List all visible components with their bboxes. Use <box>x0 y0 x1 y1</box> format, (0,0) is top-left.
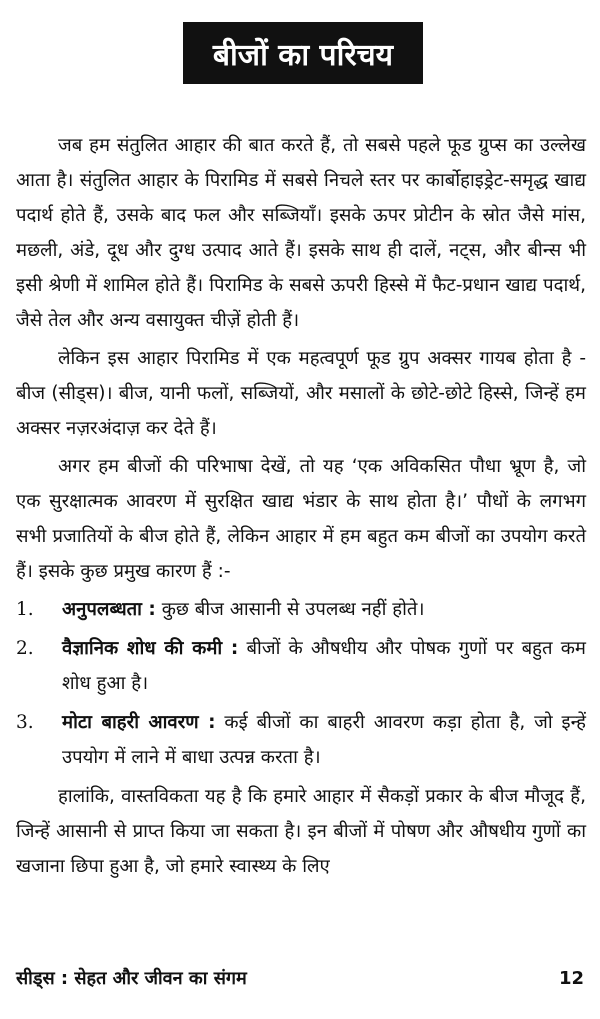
list-item-text: बीजों के औषधीय और पोषक गुणों पर बहुत कम शोध हुआ है। <box>62 638 586 694</box>
list-item-term: मोटा बाहरी आवरण : <box>62 712 216 733</box>
list-item <box>16 592 586 627</box>
list-item-body <box>62 705 586 775</box>
list-item-text: कुछ बीज आसानी से उपलब्ध नहीं होते। <box>155 599 425 620</box>
list-item-term: वैज्ञानिक शोध की कमी : <box>62 638 239 659</box>
page-number: 12 <box>558 967 584 989</box>
list-item-body <box>62 631 586 701</box>
running-book-title: सीड्स : सेहत और जीवन का संगम <box>16 968 247 989</box>
page-footer <box>16 966 584 990</box>
list-number: 2. <box>16 638 34 659</box>
list-number: 3. <box>16 712 34 733</box>
list-number: 1. <box>16 599 34 620</box>
chapter-title: बीजों का परिचय <box>212 37 394 73</box>
paragraph: जब हम संतुलित आहार की बात करते हैं, तो सबसे पहले फूड ग्रुप्स का उल्लेख आता है। संतुलित आहार के पिरामिड में सबसे निचले स्तर पर कार्बोहाइड्रेट-समृद्ध खाद्य पदार्थ होते हैं, उसके बाद फल और सब्जियाँ। इसके ऊपर प्रोटीन के स्रोत जैसे मांस, मछली, अंडे, दूध और दुग्ध उत्पाद आते हैं। इसके साथ ही दालें, नट्स, और बीन्स भी इसी श्रेणी में शामिल होते हैं। पिरामिड के सबसे ऊपरी हिस्से में फैट-प्रधान खाद्य पदार्थ, जैसे तेल और अन्य वसायुक्त चीज़ें होती हैं। <box>16 135 586 331</box>
list-item-text: कई बीजों का बाहरी आवरण कड़ा होता है, जो इन्हें उपयोग में लाने में बाधा उत्पन्न करता है। <box>62 712 586 768</box>
page-body <box>16 128 586 887</box>
reasons-list <box>16 592 586 775</box>
paragraph: हालांकि, वास्तविकता यह है कि हमारे आहार में सैकड़ों प्रकार के बीज मौजूद हैं, जिन्हें आसानी से प्राप्त किया जा सकता है। इन बीजों में पोषण और औषधीय गुणों का खजाना छिपा हुआ है, जो हमारे स्वास्थ्य के लिए <box>16 786 586 877</box>
paragraph: लेकिन इस आहार पिरामिड में एक महत्वपूर्ण फूड ग्रुप अक्सर गायब होता है - बीज (सीड्स)। बीज, यानी फलों, सब्जियों, और मसालों के छोटे-छोटे हिस्से, जिन्हें हम अक्सर नज़रअंदाज़ कर देते हैं। <box>16 348 586 439</box>
list-item <box>16 705 586 775</box>
list-item-term: अनुपलब्धता : <box>62 599 156 620</box>
paragraph: अगर हम बीजों की परिभाषा देखें, तो यह ‘एक अविकसित पौधा भ्रूण है, जो एक सुरक्षात्मक आवरण में सुरक्षित खाद्य भंडार के साथ होता है।’ पौधों के लगभग सभी प्रजातियों के बीज होते हैं, लेकिन आहार में हम बहुत कम बीजों का उपयोग करते हैं। इसके कुछ प्रमुख कारण हैं :- <box>16 456 586 582</box>
chapter-title-banner <box>183 22 423 84</box>
list-item-body <box>62 592 586 627</box>
list-item <box>16 631 586 701</box>
